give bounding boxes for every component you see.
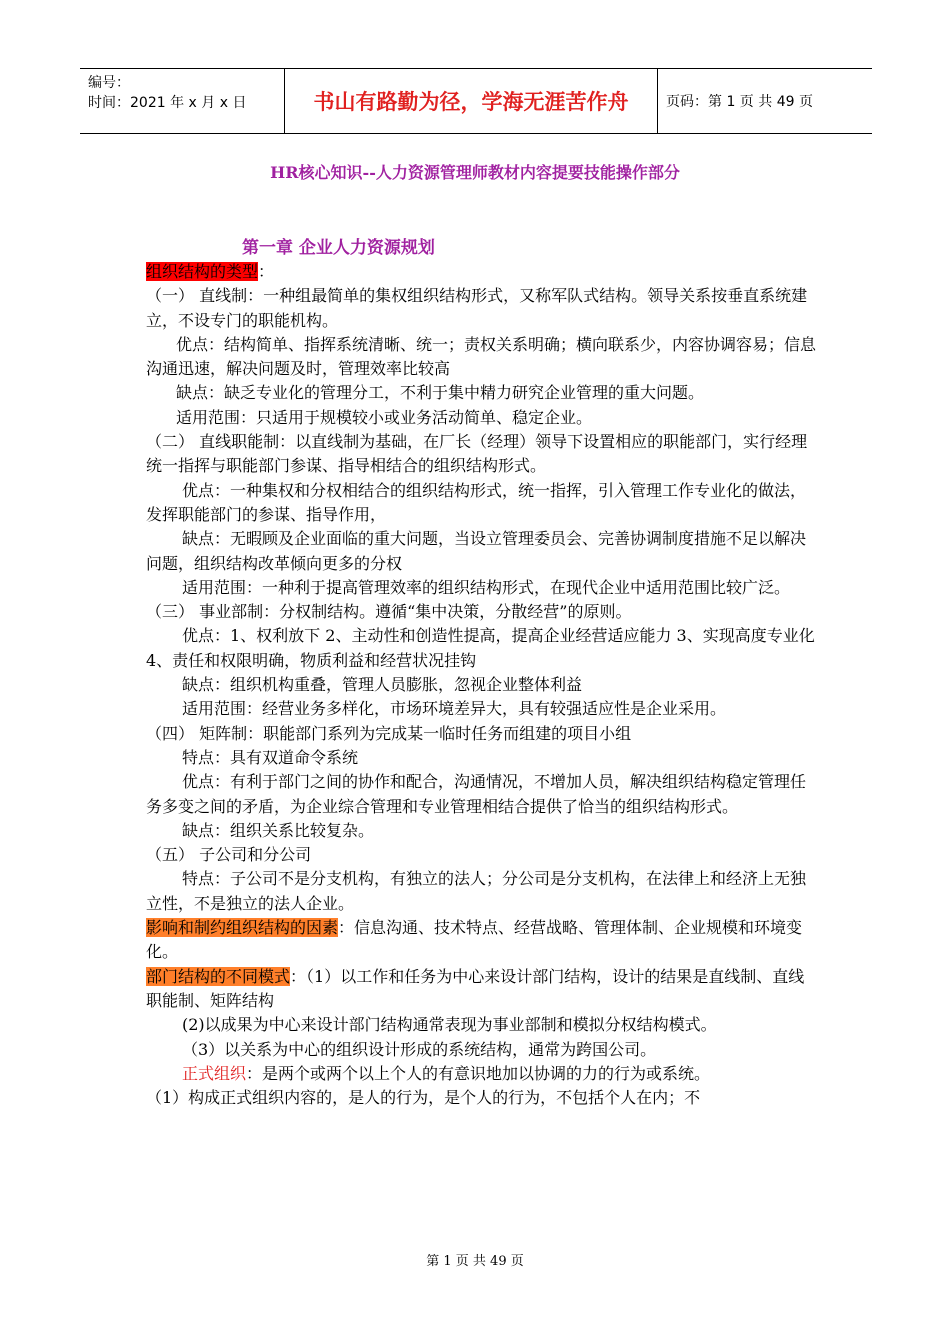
org-types-heading: 组织结构的类型 [146,262,259,281]
paragraph: 优点：结构简单、指挥系统清晰、统一；责权关系明确；横向联系少，内容协调容易；信息沟通迅速，解决问题及时，管理效率比较高 [146,334,817,379]
paragraph: （五） 子公司和分公司 [146,845,312,865]
formal-line [146,1062,818,1086]
factors-line [146,916,818,965]
document-title: HR核心知识--人力资源管理师教材内容提要技能操作部分 [270,163,680,182]
time-label: 时间：2021 年 x 月 x 日 [88,95,247,111]
paragraph: (2)以成果为中心来设计部门结构通常表现为事业部制和模拟分权结构模式。 [182,1015,717,1035]
paragraph: 缺点：组织机构重叠，管理人员膨胀，忽视企业整体利益 [182,675,583,695]
page-footer: 第 1 页 共 49 页 [426,1254,524,1269]
formal-heading: 正式组织 [182,1063,247,1083]
org-types-line [146,260,818,284]
paragraph: 优点：一种集权和分权相结合的组织结构形式，统一指挥，引入管理工作专业化的做法，发挥职能部门的参谋、指导作用， [146,480,807,524]
paragraph: （三） 事业部制：分权制结构。遵循“集中决策，分散经营”的原则。 [146,602,632,622]
document-body [146,260,818,1110]
paragraph: 优点：有利于部门之间的协作和配合，沟通情况，不增加人员，解决组织结构稳定管理任务多变之间的矛盾，为企业综合管理和专业管理相结合提供了恰当的组织结构形式。 [146,772,807,816]
number-label: 编号： [88,75,130,91]
paragraph: 缺点：组织关系比较复杂。 [182,820,375,840]
paragraph: 适用范围：只适用于规模较小或业务活动简单、稳定企业。 [176,407,593,427]
header-page-info: 页码：第 1 页 共 49 页 [666,94,813,110]
paragraph: （1）构成正式组织内容的，是人的行为，是个人的行为，不包括个人在内；不 [146,1088,701,1108]
paragraph: （四） 矩阵制：职能部门系列为完成某一临时任务而组建的项目小组 [146,723,632,743]
dept-line [146,965,818,1014]
factors-heading: 影响和制约组织结构的因素 [146,918,339,938]
header-meta [80,69,285,133]
paragraph: （二） 直线职能制：以直线制为基础，在厂长（经理）领导下设置相应的职能部门，实行经理统一指挥与职能部门参谋、指导相结合的组织结构形式。 [146,432,808,476]
paragraph: 特点：具有双道命令系统 [182,747,359,767]
chapter-heading: 第一章 企业人力资源规划 [242,238,435,258]
paragraph: （一） 直线制：一种组最简单的集权组织结构形式，又称军队式结构。领导关系按垂直系统建立，不设专门的职能机构。 [146,286,808,330]
paragraph: 优点：1、权利放下 2、主动性和创造性提高，提高企业经营适应能力 3、实现高度专业化 4、责任和权限明确，物质利益和经营状况挂钩 [146,626,815,670]
paragraph: （3）以关系为中心的组织设计形成的系统结构，通常为跨国公司。 [182,1039,657,1059]
paragraph: 适用范围：经营业务多样化，市场环境差异大，具有较强适应性是企业采用。 [182,699,727,719]
paragraph: 缺点：无暇顾及企业面临的重大问题，当设立管理委员会、完善协调制度措施不足以解决问题，组织结构改革倾向更多的分权 [146,529,807,573]
page-header [80,68,872,134]
formal-text: ：是两个或两个以上个人的有意识地加以协调的力的行为或系统。 [246,1063,711,1083]
paragraph: 特点：子公司不是分支机构，有独立的法人；分公司是分支机构，在法律上和经济上无独立性，不是独立的法人企业。 [146,869,807,913]
dept-text: ：（1）以工作和任务为中心来设计部门结构，设计的结果是直线制、直线职能制、矩阵结构 [146,966,805,1010]
dept-heading: 部门结构的不同模式 [146,966,291,986]
paragraph: 适用范围：一种利于提高管理效率的组织结构形式，在现代企业中适用范围比较广泛。 [182,577,791,597]
org-types-colon: ： [258,262,275,281]
header-motto: 书山有路勤为径，学海无涯苦作舟 [285,69,658,133]
paragraph: 缺点：缺乏专业化的管理分工，不利于集中精力研究企业管理的重大问题。 [176,383,705,403]
factors-text: ：信息沟通、技术特点、经营战略、管理体制、企业规模和环境变化。 [146,918,803,962]
